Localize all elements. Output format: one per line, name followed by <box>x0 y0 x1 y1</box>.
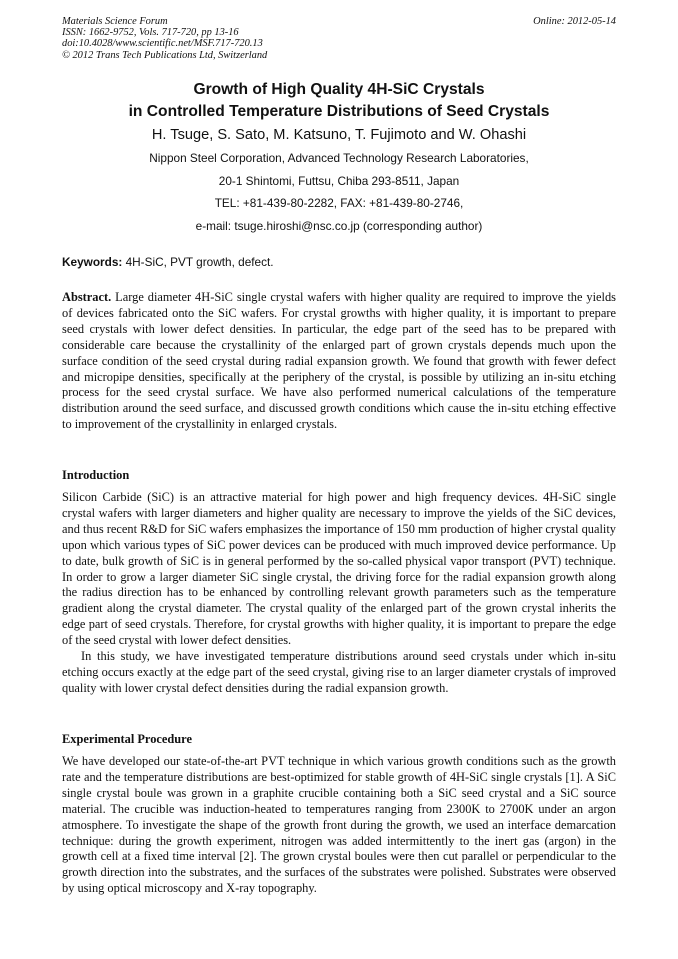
abstract <box>62 290 616 433</box>
affiliation-email: e-mail: tsuge.hiroshi@nsc.co.jp (corresponding author) <box>195 218 483 233</box>
experimental-paragraph-1: We have developed our state-of-the-art PVT technique in which various growth conditions such as the growth rate and the temperature distributions are best-optimized for stable growth of 4H-SiC single crystals [1]. A SiC single crystal boule was grown in a graphite crucible containing both a SiC seed crystal and a SiC source material. The crucible was induction-heated to temperatures ranging from 2300K to 2700K under an argon atmosphere. To investigate the shape of the growth front during the growth, we used an interface demarcation technique: during the growth experiment, nitrogen was added intermittently to the inert gas (argon) in the growth cell at a fixed time interval [2]. The grown crystal boules were then cut parallel or perpendicular to the growth direction into the substrates, and the surfaces of the substrates were polished. Substrates were observed by using optical microscopy and X-ray topography. <box>62 754 616 896</box>
journal-doi: doi:10.4028/www.scientific.net/MSF.717-720.13 <box>62 38 263 50</box>
affiliation-line-2: 20-1 Shintomi, Futtsu, Chiba 293-8511, Japan <box>218 173 460 188</box>
journal-name: Materials Science Forum <box>62 16 168 27</box>
online-date: Online: 2012-05-14 <box>533 16 616 27</box>
introduction-heading: Introduction <box>62 468 130 482</box>
abstract-text: Large diameter 4H-SiC single crystal wafers with higher quality are required to improve the yields of devices fabricated onto the SiC wafers. For crystal growths with higher quality, it is important to prepare seed crystals with lower defect densities. In particular, the edge part of the seed has to be prepared with considerable care because the crystallinity of the enlarged part of grown crystals depends much upon the surface condition of the seed crystal during radial expansion growth. We found that growth with fewer defect and micropipe densities, specifically at the periphery of the crystal, is possible by utilizing an in-situ etching process for the seed crystal surface. We have also performed numerical calculations of the temperature distribution around the seed surface, and discussed growth conditions which cause the in-situ etching effective to improvement of the crystallinity in enlarged crystals. <box>62 290 616 432</box>
experimental-heading: Experimental Procedure <box>62 732 192 746</box>
paper-title-line-2: in Controlled Temperature Distributions of Seed Crystals <box>128 103 550 120</box>
journal-header <box>62 16 616 61</box>
journal-issn: ISSN: 1662-9752, Vols. 717-720, pp 13-16 <box>62 27 239 39</box>
introduction-paragraph-2: In this study, we have investigated temperature distributions around seed crystals under which in-situ etching occurs exactly at the edge part of the seed crystal, giving rise to an larger diameter crystals of improved quality with lower crystal defect densities during the radial expansion growth. <box>62 649 616 695</box>
affiliation-line-1: Nippon Steel Corporation, Advanced Technology Research Laboratories, <box>149 151 529 165</box>
introduction-paragraph-1: Silicon Carbide (SiC) is an attractive material for high power and high frequency devices. 4H-SiC single crystal wafers with larger diameters and higher quality are necessary to improve the yields of the SiC devices, and thus recent R&D for SiC wafers emphasizes the importance of 150 mm production of higher crystal quality upon which various types of SiC power devices can be produced with much improved device performance. Up to date, bulk growth of SiC is in general performed by the so-called physical vapor transport (PVT) technique. In order to grow a larger diameter SiC single crystal, the driving force for the radial expansion growth along the radius direction has to be enhanced by controlling relevant growth parameters such as the temperature gradient along the crystal diameter. The crystal quality of the enlarged part of the grown crystal inherits the edge part of seed crystals. Therefore, for crystal growths with higher quality, it is important to prepare the edge of the seed crystal with lower defect densities. <box>62 490 616 648</box>
affiliation-line-3: TEL: +81-439-80-2282, FAX: +81-439-80-2746, <box>214 196 464 210</box>
keywords-text: 4H-SiC, PVT growth, defect. <box>122 255 274 269</box>
paper-title-line-1: Growth of High Quality 4H-SiC Crystals <box>193 81 485 98</box>
experimental-body <box>62 754 616 897</box>
introduction-body <box>62 490 616 697</box>
journal-copyright: © 2012 Trans Tech Publications Ltd, Switzerland <box>62 49 268 61</box>
keywords <box>62 254 616 270</box>
title-block <box>62 79 616 237</box>
abstract-label: Abstract. <box>62 290 112 304</box>
keywords-label: Keywords: <box>62 255 123 269</box>
author-list: H. Tsuge, S. Sato, M. Katsuno, T. Fujimoto and W. Ohashi <box>151 127 527 143</box>
